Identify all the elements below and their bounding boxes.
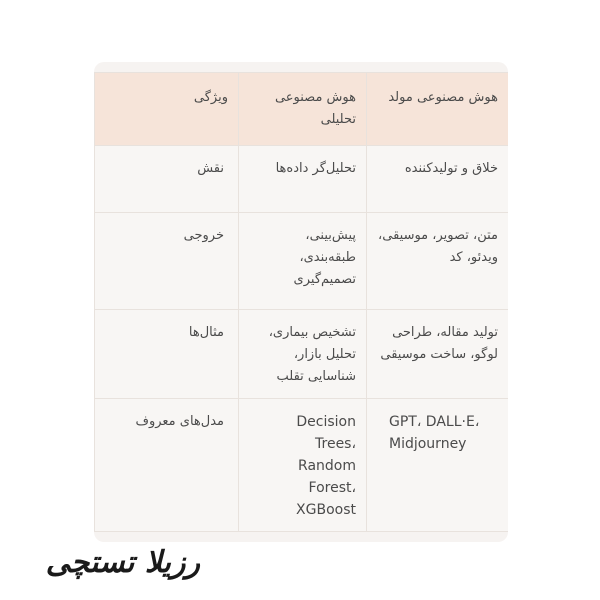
table-row [95,146,509,213]
cell-generative: متن، تصویر، موسیقی، ویدئو، کد [367,213,509,310]
cell-feature: خروجی [95,213,239,310]
comparison-table-card [94,62,508,542]
model-name: Trees، [315,436,356,452]
model-name: Decision [296,414,356,430]
author-signature: رزیلا تستچی [45,545,200,580]
model-name: Midjourney [389,436,467,452]
cell-analytical [239,399,367,532]
model-name: Random [298,458,356,474]
model-name: GPT، DALL·E، [389,414,480,430]
cell-generative [367,399,509,532]
table-row [95,399,509,532]
cell-analytical: تحلیل‌گر داده‌ها [239,146,367,213]
cell-feature: مدل‌های معروف [95,399,239,532]
cell-analytical: تشخیص بیماری، تحلیل بازار، شناسایی تقلب [239,310,367,399]
header-feature: ویژگی [95,73,239,146]
table-row [95,310,509,399]
cell-analytical: پیش‌بینی، طبقه‌بندی، تصمیم‌گیری [239,213,367,310]
table-row [95,213,509,310]
cell-feature: مثال‌ها [95,310,239,399]
header-generative-ai: هوش مصنوعی مولد [367,73,509,146]
cell-generative: تولید مقاله، طراحی لوگو، ساخت موسیقی [367,310,509,399]
model-name: Forest، [308,480,356,496]
model-name: XGBoost [296,502,356,518]
cell-feature: نقش [95,146,239,213]
table-header-row [95,73,509,146]
header-analytical-ai: هوش مصنوعی تحلیلی [239,73,367,146]
cell-generative: خلاق و تولیدکننده [367,146,509,213]
comparison-table [94,72,508,532]
